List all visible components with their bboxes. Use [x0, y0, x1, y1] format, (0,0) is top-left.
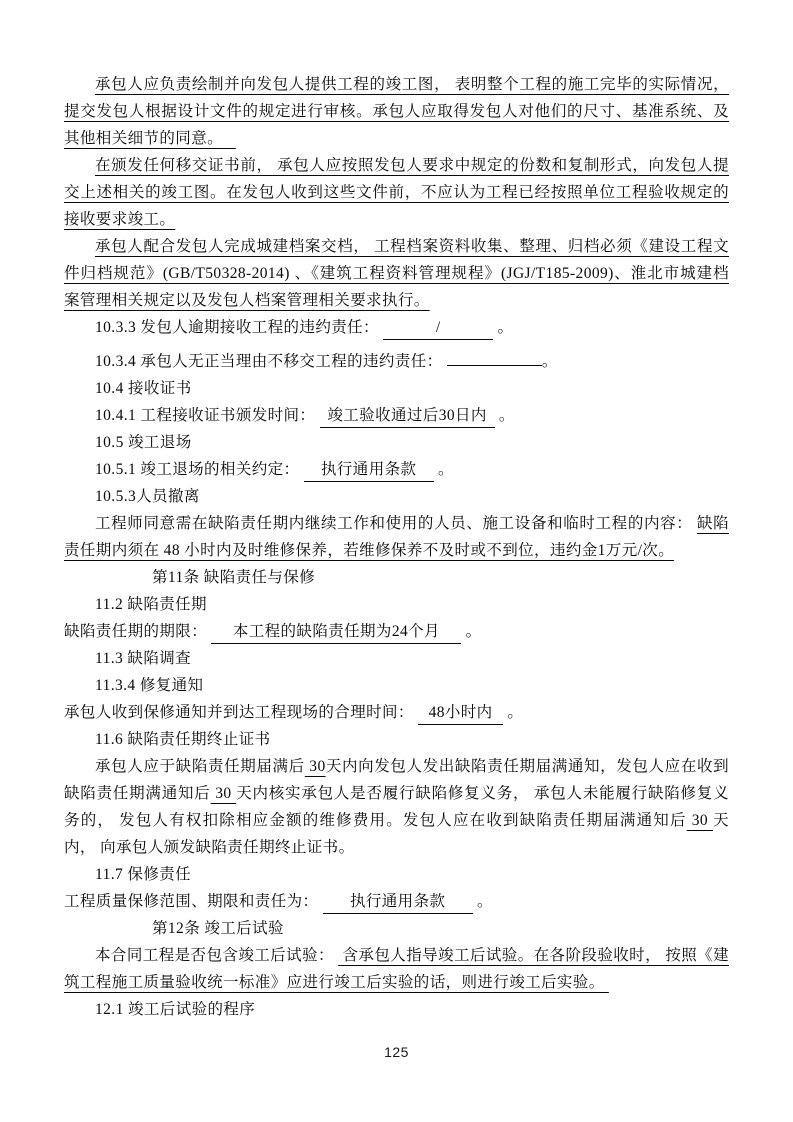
text-segment: 天内向发包人发出缺陷责任期届满通知，发包人应在收到缺陷责任期满通知后	[64, 758, 729, 802]
text-segment: 。	[472, 893, 493, 910]
text-segment: 10.5.3人员撤离	[95, 488, 200, 505]
clause-warranty-scope	[64, 888, 729, 915]
clause-defect-period	[64, 618, 729, 645]
underlined-segment: 在颁发任何移交证书前， 承包人应按照发包人要求中规定的份数和复制形式，向发包人提交上述相关的竣工图。在发包人收到这些文件前，不应认为工程已经按照单位工程验收规定的接收要求竣工。	[64, 157, 729, 228]
item-11-3	[64, 645, 729, 672]
text-segment: 承包人收到保修通知并到达工程现场的合理时间：	[64, 704, 419, 721]
text-segment: 10.4 接收证书	[95, 380, 192, 397]
heading-article-11	[64, 564, 729, 591]
clause-post-completion-test	[64, 942, 729, 996]
text-segment: 11.3 缺陷调查	[95, 650, 192, 667]
text-segment: 工程质量保修范围、期限和责任为：	[64, 893, 323, 910]
heading-article-12	[64, 915, 729, 942]
text-segment: 。	[461, 623, 482, 640]
fill-in-blank: 执行通用条款	[304, 457, 434, 482]
text-segment: 天内， 向承包人颁发缺陷责任期终止证书。	[64, 812, 729, 856]
clause-archive-filing	[64, 233, 729, 314]
item-10-3-4	[64, 341, 729, 375]
contract-text	[64, 71, 729, 1023]
fill-in-blank: /	[383, 315, 493, 340]
fill-in-blank	[447, 341, 542, 366]
text-segment: 本合同工程是否包含竣工后试验：	[95, 947, 339, 964]
text-segment: 天内核实承包人是否履行缺陷修复义务， 承包人未能履行缺陷修复义务的， 发包人有权扣除相应金额的维修费用。发包人应在收到缺陷责任期届满通知后	[64, 785, 729, 829]
text-segment: 11.6 缺陷责任期终止证书	[95, 731, 271, 748]
item-12-1	[64, 996, 729, 1023]
text-segment: 10.4.1 工程接收证书颁发时间：	[95, 407, 320, 424]
fill-in-blank: 本工程的缺陷责任期为24个月	[211, 619, 461, 644]
clause-repair-response	[64, 699, 729, 726]
item-11-3-4	[64, 672, 729, 699]
clause-asbuilt-drawings	[64, 71, 729, 152]
item-10-3-3	[64, 314, 729, 341]
fill-in-blank: 执行通用条款	[323, 889, 473, 914]
item-10-5-3	[64, 483, 729, 510]
clause-handover-certificate	[64, 152, 729, 233]
underlined-segment: 缺陷责任期内须在 48 小时内及时维修保养，若维修保养不及时或不到位，违约金1万元/次。	[64, 515, 730, 559]
underlined-segment: 含承包人指导竣工后试验。在各阶段验收时， 按照《建筑工程施工质量验收统一标准》应进行竣工后实验的话，则进行竣工后实验。	[64, 947, 730, 991]
text-segment: 10.5 竣工退场	[95, 434, 192, 451]
text-segment: 承包人应于缺陷责任期届满后	[95, 758, 305, 775]
clause-defect-notice	[64, 753, 729, 861]
item-11-6	[64, 726, 729, 753]
underlined-segment: 承包人配合发包人完成城建档案交档， 工程档案资料收集、整理、归档必须《建设工程文件归档规范》(GB/T50328-2014) 、《建筑工程资料管理规程》(JGJ/T185-2009)、淮北市城建档案管理相关规定以及发包人档案管理相关要求执行。	[64, 238, 729, 309]
underlined-segment: 30	[686, 812, 714, 829]
text-segment: 第12条 竣工后试验	[152, 920, 284, 937]
item-10-4-1	[64, 402, 729, 429]
text-segment: 。	[433, 461, 454, 478]
fill-in-blank: 48小时内	[418, 700, 503, 725]
text-segment: 10.3.4 承包人无正当理由不移交工程的违约责任：	[95, 353, 447, 370]
text-segment: 11.2 缺陷责任期	[95, 596, 207, 613]
item-10-5	[64, 429, 729, 456]
underlined-segment: 30	[304, 758, 326, 775]
item-11-2	[64, 591, 729, 618]
text-segment: 11.7 保修责任	[95, 866, 192, 883]
text-segment: 10.3.3 发包人逾期接收工程的违约责任：	[95, 319, 384, 336]
text-segment: 11.3.4 修复通知	[95, 677, 204, 694]
item-11-7	[64, 861, 729, 888]
fill-in-blank: 竣工验收通过后30日内	[320, 403, 495, 428]
page-number: 125	[384, 1044, 409, 1060]
text-segment: 缺陷责任期的期限：	[64, 623, 212, 640]
underlined-segment: 30	[210, 785, 237, 802]
text-segment: 10.5.1 竣工退场的相关约定：	[95, 461, 304, 478]
underlined-segment: 承包人应负责绘制并向发包人提供工程的竣工图， 表明整个工程的施工完毕的实际情况， 提交发包人根据设计文件的规定进行审核。承包人应取得发包人对他们的尺寸、基准系统、及其他相关细节的同意。	[64, 76, 729, 147]
text-segment: 第11条 缺陷责任与保修	[152, 569, 316, 586]
text-segment: 。	[494, 407, 515, 424]
item-10-5-1	[64, 456, 729, 483]
text-segment: 工程师同意需在缺陷责任期内继续工作和使用的人员、施工设备和临时工程的内容：	[95, 515, 697, 532]
item-10-4	[64, 375, 729, 402]
text-segment: 。	[541, 353, 558, 370]
text-segment: 。	[503, 704, 524, 721]
clause-engineer-consent	[64, 510, 729, 564]
text-segment: 12.1 竣工后试验的程序	[95, 1001, 256, 1018]
text-segment: 。	[493, 319, 514, 336]
